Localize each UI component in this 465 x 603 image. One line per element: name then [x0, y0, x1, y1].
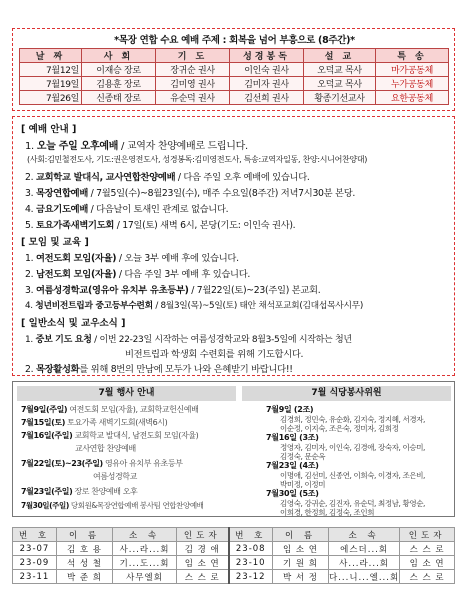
- notice-continuation: 비전트립과 학생회 수련회를 위해 기도합시다.: [125, 349, 304, 360]
- row-reading: 김미자 권사: [230, 77, 304, 91]
- cafeteria-names: 이순정, 이지숙, 조은숙, 정미자, 김희정: [280, 424, 399, 433]
- row-prayer: 장귀순 권사: [156, 63, 230, 77]
- cell-group: 기...도...회: [113, 556, 177, 570]
- col-number: 번 호: [229, 528, 273, 542]
- worship-section-heading: [ 예배 안내 ]: [21, 124, 77, 135]
- row-host: 이재승 장로: [82, 63, 156, 77]
- cell-name: 박 준 희: [57, 570, 113, 584]
- cell-guide: 스 스 로: [177, 570, 229, 584]
- notice-item: 1. 중보 기도 요청 / 이번 22-23일 시작하는 여름성경학교와 8월3-5일에 시작하는 청년: [25, 335, 352, 345]
- cell-number: 23-09: [13, 556, 57, 570]
- general-section-heading: [ 일반소식 및 교우소식 ]: [21, 318, 126, 329]
- cafeteria-names: 정영자, 김미자, 이인숙, 김경애, 장숙자, 이승미,: [280, 443, 426, 452]
- cell-group: 다...니...엘...회: [329, 570, 400, 584]
- cell-name: 박 서 정: [273, 570, 329, 584]
- table-row: [13, 570, 455, 584]
- cell-name: 임 소 연: [273, 542, 329, 556]
- cafeteria-names: 김경희, 정민숙, 유순화, 김지숙, 정지혜, 서경자,: [280, 415, 426, 424]
- cell-name: 김 호 용: [57, 542, 113, 556]
- new-member-table: [12, 527, 455, 584]
- row-special-song: 누가공동체: [376, 77, 449, 91]
- cafeteria-header: 7월 식당봉사위원: [242, 386, 451, 401]
- col-group: 소 속: [113, 528, 177, 542]
- events-and-cafeteria-box: [12, 381, 455, 517]
- cell-guide: 스 스 로: [400, 542, 455, 556]
- cell-guide: 임 소 연: [400, 556, 455, 570]
- cell-guide: 스 스 로: [400, 570, 455, 584]
- row-prayer: 김미영 권사: [156, 77, 230, 91]
- cell-number: 23-07: [13, 542, 57, 556]
- row-sermon: 오덕교 목사: [304, 63, 376, 77]
- cafeteria-names: 이명애, 김선미, 신종연, 이희숙, 이경자, 조은비,: [280, 471, 426, 480]
- events-header: 7월 행사 안내: [17, 386, 236, 401]
- notice-subline: (사회:김민철전도사, 기도:권은영전도사, 성경봉독:김미영전도사, 특송:교역자일동, 찬양:시니어찬양대): [27, 155, 368, 164]
- cell-group: 에스더...회: [329, 542, 400, 556]
- table-row: [13, 556, 455, 570]
- notice-item: 4. 청년비전트립과 중고등부수련회 / 8월3일(목)~5일(토) 태안 채석포교회(김대섭목사시무): [25, 301, 364, 311]
- cell-guide: 임 소 연: [177, 556, 229, 570]
- notice-item: 5. 토요가족새벽기도회 / 17일(토) 새벽 6시, 본당(기도: 이인숙 권사).: [25, 220, 296, 231]
- notice-item: 1. 오늘 주일 오후예배 / 교역자 찬양예배로 드립니다.: [25, 141, 248, 152]
- cafeteria-names: 김정숙, 문순옥: [280, 452, 326, 461]
- cell-number: 23-11: [13, 570, 57, 584]
- event-item: 7월15일(토) 토요가족 새벽기도회(새벽6시): [21, 418, 168, 427]
- schedule-title: *목장 연합 수요 예배 주제 : 회복을 넘어 부흥으로 (8주간)*: [114, 35, 355, 46]
- cafeteria-names: 박미정, 이정미: [280, 480, 326, 489]
- col-number: 번 호: [13, 528, 57, 542]
- col-name: 이 름: [273, 528, 329, 542]
- row-date: 7월12일: [20, 63, 82, 77]
- col-prayer: 기 도: [156, 49, 230, 63]
- row-reading: 김선희 권사: [230, 91, 304, 105]
- cell-group: 사...라...회: [329, 556, 400, 570]
- event-item-continuation: 교사연합 찬양예배: [75, 444, 136, 453]
- row-host: 김용훈 장로: [82, 77, 156, 91]
- cell-number: 23-10: [229, 556, 273, 570]
- col-guide: 인도자: [177, 528, 229, 542]
- cell-number: 23-12: [229, 570, 273, 584]
- cafeteria-week: 7월9일 (2조): [266, 405, 314, 414]
- cell-group: 사무엘회: [113, 570, 177, 584]
- table-row: [13, 542, 455, 556]
- event-item: 7월9일(주일) 여전도회 모임(자율), 교회학교헌신예배: [21, 405, 199, 414]
- row-special-song: 요한공동체: [376, 91, 449, 105]
- notice-item: 2. 남전도회 모임(자율) / 다음 주일 3부 예배 후 있습니다.: [25, 269, 251, 280]
- col-host: 사 회: [82, 49, 156, 63]
- col-reading: 성경봉독: [230, 49, 304, 63]
- row-sermon: 오덕교 목사: [304, 77, 376, 91]
- schedule-row: [20, 91, 449, 105]
- cell-name: 석 성 철: [57, 556, 113, 570]
- schedule-row: [20, 77, 449, 91]
- event-item: 7월22일(토)~23(주일) 영유아 유치부 유초등부: [21, 459, 183, 468]
- schedule-table: [19, 48, 449, 105]
- meeting-section-heading: [ 모임 및 교육 ]: [21, 237, 89, 248]
- col-guide: 인도자: [400, 528, 455, 542]
- col-group: 소 속: [329, 528, 400, 542]
- col-name: 이 름: [57, 528, 113, 542]
- cafeteria-week: 7월30일 (5조): [266, 489, 319, 498]
- notice-item: 3. 여름성경학교(영유아 유치부 유초등부) / 7월22일(토)~23(주일) 본교회.: [25, 285, 321, 296]
- schedule-row: [20, 63, 449, 77]
- cafeteria-names: 김영숙, 강귀순, 김진자, 유순덕, 최정남, 황영순,: [280, 499, 426, 508]
- row-special-song: 마가공동체: [376, 63, 449, 77]
- notice-item: 3. 목장연합예배 / 7월5일(수)~8월23일(수), 매주 수요일(8주간) 저녁7시30분 본당.: [25, 188, 356, 199]
- cell-name: 기 원 희: [273, 556, 329, 570]
- cafeteria-list: [242, 402, 456, 516]
- worship-schedule-box: [12, 28, 455, 111]
- notice-item: 4. 금요기도예배 / 다음날이 토새인 관계로 없습니다.: [25, 204, 229, 215]
- cell-number: 23-08: [229, 542, 273, 556]
- cell-group: 사...라...회: [113, 542, 177, 556]
- notice-item: 1. 여전도회 모임(자율) / 오늘 3부 예배 후에 있습니다.: [25, 253, 239, 264]
- notice-item: 2. 목장활성화를 위해 8번의 만남에 모두가 나와 은혜받기 바랍니다!!: [25, 364, 293, 375]
- row-date: 7월26일: [20, 91, 82, 105]
- cafeteria-week: 7월16일 (3조): [266, 433, 319, 442]
- row-prayer: 유순덕 권사: [156, 91, 230, 105]
- announcements-box: [12, 116, 455, 376]
- event-item: 7월30일(주일) 당회원&목장연합예배 봉사팀 연합찬양예배: [21, 501, 204, 510]
- cell-guide: 김 경 애: [177, 542, 229, 556]
- row-reading: 이인숙 권사: [230, 63, 304, 77]
- event-item: 7월16일(주일) 교회학교 발대식, 남전도회 모임(자율): [21, 431, 199, 440]
- col-special-song: 특 송: [376, 49, 449, 63]
- event-item: 7월23일(주일) 장로 찬양예배 오후: [21, 487, 138, 496]
- cafeteria-names: 이희경, 한정희, 김정숙, 조인희: [280, 508, 375, 517]
- row-date: 7월19일: [20, 77, 82, 91]
- col-date: 날 짜: [20, 49, 82, 63]
- col-sermon: 설 교: [304, 49, 376, 63]
- row-sermon: 황종기선교사: [304, 91, 376, 105]
- cafeteria-week: 7월23일 (4조): [266, 461, 319, 470]
- row-host: 신종태 장로: [82, 91, 156, 105]
- notice-item: 2. 교회학교 발대식, 교사연합찬양예배 / 다음 주일 오후 예배에 있습니다.: [25, 172, 310, 183]
- event-item-continuation: 여름성경학교: [93, 472, 137, 481]
